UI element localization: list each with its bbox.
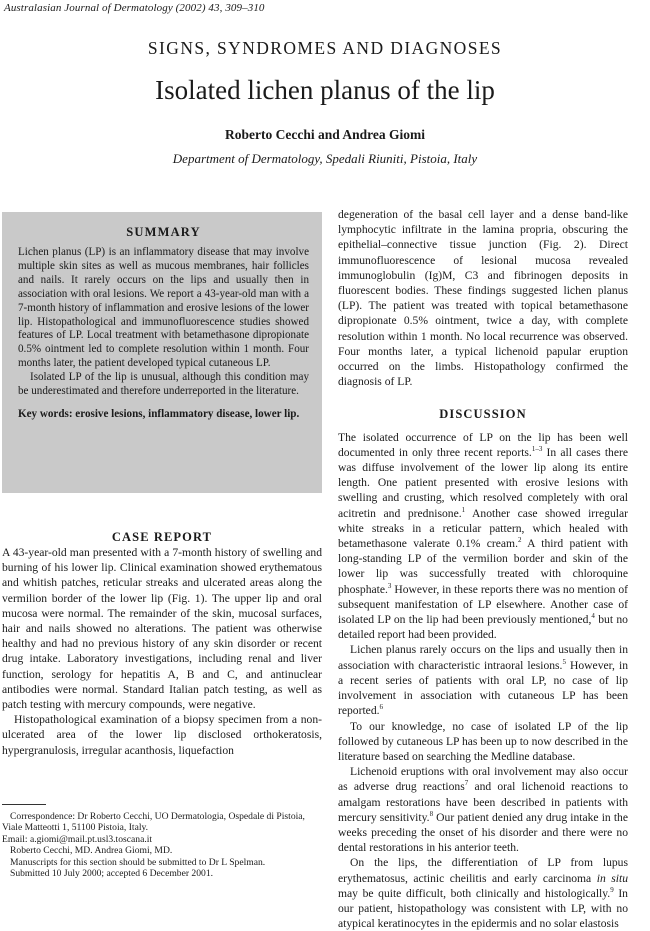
discussion-paragraph: The isolated occurrence of LP on the lip has been well documented in only three recent reports.$^{1-3}$ In all cases there was diffuse involvement of the lower lip along its entire length. One patient presented with erosive lesions with swelling and crusting, which resolved completely with oral acitretin and prednisone.$^1$ Another case showed irregular white streaks in a reticular pattern, which healed with betamethasone valerate 0.1% cream.$^2$ A third patient with long-standing LP of the vermilion border and skin of the lower lip was successfully treated with chloroquine phosphate.$^3$ However, in these reports there was no mention of subsequent manifestation of LP elsewhere. Another case of isolated LP on the lip had been previously mentioned,$^4$ but no detailed report had been provided. bbox=[338, 430, 628, 642]
discussion-paragraph: Lichenoid eruptions with oral involvement may also occur as adverse drug reactions$^7$ and oral lichenoid reactions to amalgam restorations have been described in patients with mercury sensitivity.$^8$ Our patient denied any drug intake in the weeks preceding the onset of his disorder and there were no dental restorations in his anterior teeth. bbox=[338, 765, 628, 855]
discussion-paragraph: On the lips, the differentiation of LP from lupus erythematosus, actinic cheilitis and early carcinoma in situ may be quite difficult, both clinically and histologically.$^9$ In our patient, histopathology was consistent with LP, with no atypical keratinocytes in the epidermis and no solar elastosis bbox=[338, 856, 628, 931]
case-paragraph: A 43-year-old man presented with a 7-month history of swelling and burning of his lower lip. Clinical examination showed erythematous and whitish patches, reticular streaks and ulcerated areas along the vermilion border of the lower lip (Fig. 1). The upper lip and oral mucosa were normal. The remainder of the skin, mucosal surfaces, hair and nails showed no alterations. The patient was otherwise healthy and had no previous history of any skin disorder or recent drug intake. Laboratory investigations, including renal and liver function, serology for hepatitis A, B and C, and antinuclear antibodies were normal. Standard Italian patch testing, as well as patch testing with mercury compounds, were negative. bbox=[2, 546, 322, 712]
citation-ref: 1 bbox=[461, 505, 466, 514]
right-column-body bbox=[338, 207, 628, 931]
journal-citation: Australasian Journal of Dermatology (2002) 43, 309–310 bbox=[4, 2, 265, 14]
citation-ref: 3 bbox=[387, 581, 392, 590]
case-paragraph-continued: degeneration of the basal cell layer and a dense band-like lymphocytic infiltrate in the lamina propria, obscuring the epithelial–connective tissue junction (Fig. 2). Direct immunofluorescence of lesional mucosa revealed immunoglobulin (Ig)M, C3 and fibrinogen deposits in fluorescent bodies. These findings suggested lichen planus (LP). The patient was treated with topical betamethasone dipropionate 0.5% ointment, twice a day, with complete resolution within 1 month. No local recurrence was observed. Four months later, a typical lichenoid papular eruption occurred on the limbs. Histopathology confirmed the diagnosis of LP. bbox=[338, 208, 628, 389]
keywords: Key words: erosive lesions, inflammatory disease, lower lip. bbox=[18, 407, 300, 420]
case-report-heading: CASE REPORT bbox=[111, 530, 213, 544]
footnotes bbox=[2, 811, 322, 879]
citation-ref: 4 bbox=[591, 612, 595, 621]
section-heading: SIGNS, SYNDROMES AND DIAGNOSES bbox=[147, 38, 503, 58]
left-column-body bbox=[2, 545, 322, 758]
authors: Roberto Cecchi and Andrea Giomi bbox=[225, 127, 425, 142]
discussion-heading: DISCUSSION bbox=[439, 407, 527, 422]
dates-note: Submitted 10 July 2000; accepted 6 December 2001. bbox=[10, 868, 214, 880]
citation-ref: 6 bbox=[379, 703, 384, 712]
citation-ref: 1–3 bbox=[531, 444, 543, 453]
case-paragraph: Histopathological examination of a biopsy specimen from a non-ulcerated area of the lower lip disclosed orthokeratosis, hypergranulosis, irregular acanthosis, liquefaction bbox=[2, 713, 322, 757]
discussion-paragraph: Lichen planus rarely occurs on the lips and usually then in association with characteristic intraoral lesions.$^5$ However, in a recent series of patients with oral LP, no case of lip involvement in association with cutaneous LP has been reported.$^6$ bbox=[338, 643, 628, 718]
citation-ref: 7 bbox=[464, 779, 469, 788]
summary-box bbox=[2, 212, 322, 493]
citation-ref: 8 bbox=[429, 809, 434, 818]
citation-ref: 2 bbox=[517, 536, 522, 545]
article-title: Isolated lichen planus of the lip bbox=[155, 75, 495, 105]
affiliation: Department of Dermatology, Spedali Riuniti, Pistoia, Italy bbox=[172, 151, 478, 166]
author-degrees-note: Roberto Cecchi, MD. Andrea Giomi, MD. bbox=[10, 845, 173, 857]
correspondence-note: Correspondence: Dr Roberto Cecchi, UO Dermatologia, Ospedale di Pistoia, Viale Matteotti 1, 51100 Pistoia, Italy. bbox=[2, 811, 305, 834]
email-note: Email: a.giomi@mail.pt.usl3.toscana.it bbox=[2, 833, 153, 845]
summary-paragraph: Isolated LP of the lip is unusual, although this condition may be underestimated and therefore underreported in the literature. bbox=[18, 371, 309, 398]
discussion-paragraph: To our knowledge, no case of isolated LP of the lip followed by cutaneous LP has been up to now described in the literature based on searching the Medline database. bbox=[338, 719, 628, 763]
footnote-divider bbox=[2, 804, 46, 805]
summary-heading: SUMMARY bbox=[126, 225, 201, 239]
manuscripts-note: Manuscripts for this section should be submitted to Dr L Spelman. bbox=[10, 856, 266, 868]
citation-ref: 5 bbox=[562, 657, 566, 666]
summary-paragraph: Lichen planus (LP) is an inflammatory disease that may involve multiple skin sites as well as mucous membranes, hair follicles and nails. It rarely occurs on the lips and usually then in association with oral lesions. We report a 43-year-old man with a 7-month history of inflammation and erosive lesions of the lower lip. Histopathological and immunofluorescence studies showed features of LP. Local treatment with betamethasone dipropionate 0.5% ointment led to complete resolution within 1 month. Four months later, the patient developed typical cutaneous LP. bbox=[18, 246, 309, 370]
citation-ref: 9 bbox=[610, 885, 614, 894]
